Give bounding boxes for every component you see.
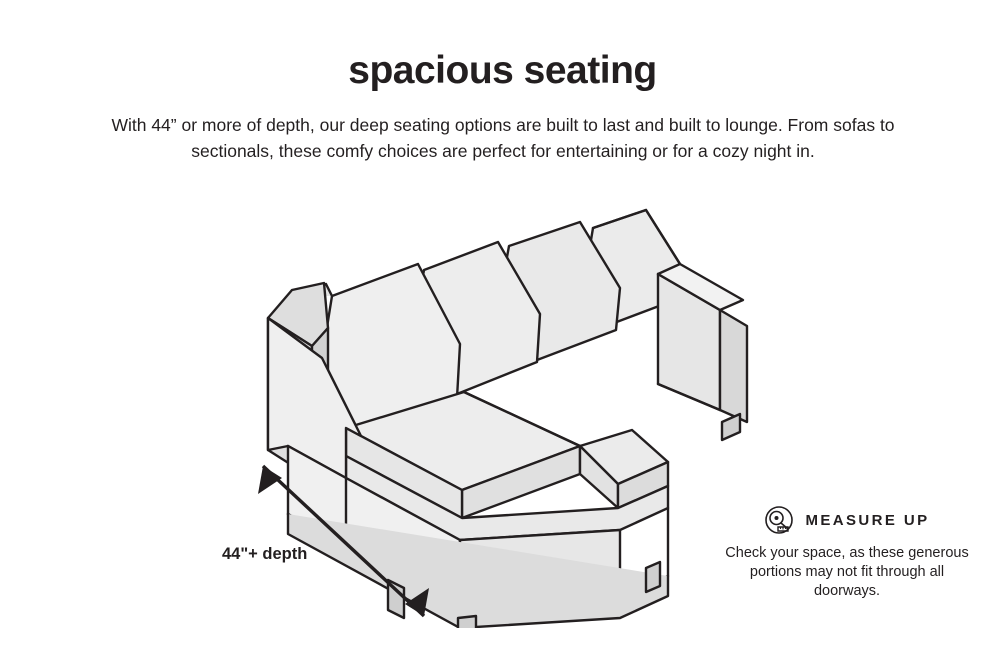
sofa-illustration xyxy=(228,178,788,628)
measure-up-note: Check your space, as these generous portions may not fit through all doorways. xyxy=(725,545,969,600)
page-title: spacious seating xyxy=(348,49,657,92)
tape-measure-icon xyxy=(764,505,794,535)
depth-label: 44"+ depth xyxy=(222,545,308,563)
measure-up-header xyxy=(717,505,977,535)
sofa-line-drawing xyxy=(228,178,788,628)
measure-up-callout xyxy=(717,505,977,601)
page-subtitle: With 44” or more of depth, our deep seating options are built to last and built to lounge. From sofas to sectionals, these comfy choices are perfect for entertaining or for a cozy night in. xyxy=(111,115,895,161)
measure-up-title: MEASURE UP xyxy=(805,511,930,529)
